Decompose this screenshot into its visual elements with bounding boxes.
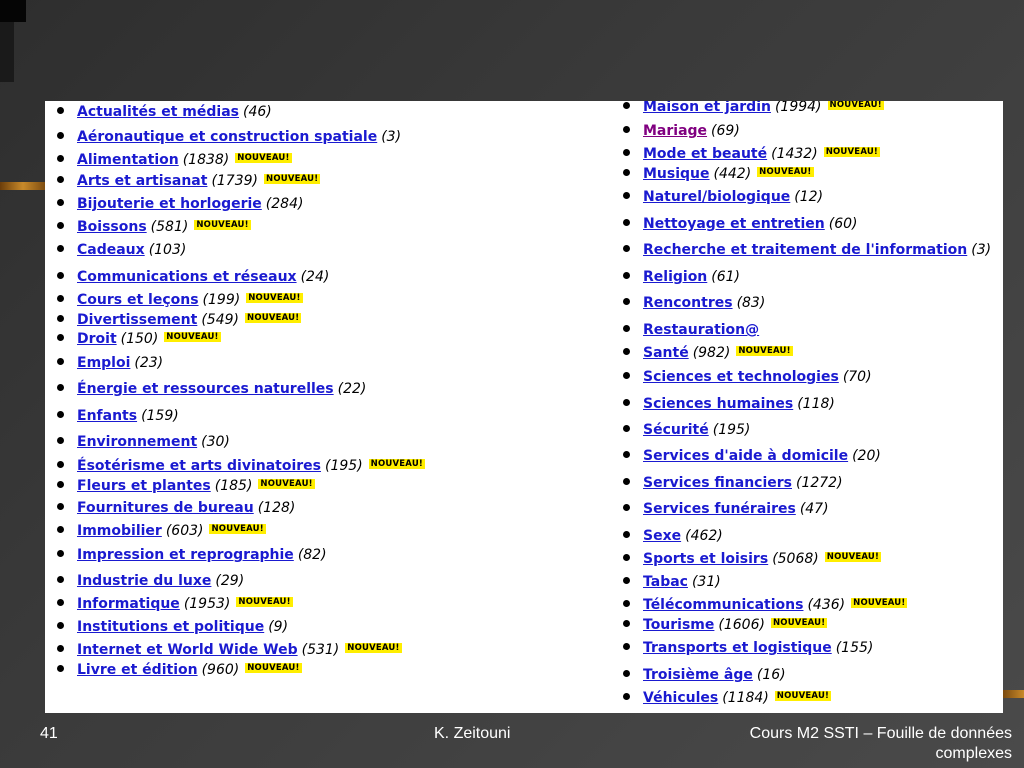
category-count: (29) [215, 573, 245, 589]
category-link[interactable]: Emploi [77, 355, 131, 371]
category-count: (128) [257, 500, 296, 516]
category-link[interactable]: Arts et artisanat [77, 173, 208, 189]
category-link[interactable]: Services financiers [643, 475, 792, 491]
new-badge: NOUVEAU! [260, 479, 313, 489]
bullet-icon [623, 451, 630, 458]
course-title-line2: complexes [935, 745, 1012, 762]
bullet-icon [57, 132, 64, 139]
category-item [623, 473, 843, 493]
category-link[interactable]: Informatique [77, 596, 180, 612]
category-count: (31) [691, 574, 721, 590]
category-count: (46) [242, 104, 272, 120]
category-link[interactable]: Droit [77, 331, 117, 347]
category-item [57, 102, 272, 122]
bullet-icon [57, 155, 64, 162]
category-item [57, 521, 266, 541]
category-link[interactable]: Nettoyage et entretien [643, 216, 825, 232]
category-count: (549) [201, 312, 239, 328]
category-count: (462) [685, 528, 723, 544]
category-link[interactable]: Santé [643, 345, 689, 361]
category-count: (118) [797, 396, 835, 412]
category-item [623, 595, 907, 615]
category-count: (195) [325, 458, 363, 474]
category-count: (442) [713, 166, 752, 182]
category-item [57, 406, 179, 426]
category-item [623, 320, 759, 340]
category-link[interactable]: Tabac [643, 574, 688, 590]
bullet-icon [57, 550, 64, 557]
bullet-icon [623, 478, 630, 485]
category-count: (1838) [182, 152, 230, 168]
slide-page-number: 41 [40, 725, 58, 742]
category-item [57, 127, 401, 147]
bullet-icon [57, 437, 64, 444]
category-count: (23) [134, 355, 164, 371]
category-link[interactable]: Mode et beauté [643, 146, 768, 162]
bullet-icon [57, 272, 64, 279]
category-item [57, 217, 251, 237]
category-count: (83) [736, 295, 766, 311]
bullet-icon [623, 272, 630, 279]
category-count: (9) [268, 619, 289, 635]
category-count: (69) [711, 123, 740, 139]
category-link[interactable]: Véhicules [643, 690, 719, 706]
category-link[interactable]: Tourisme [643, 617, 715, 633]
category-link[interactable]: Internet et World Wide Web [77, 642, 298, 658]
bullet-icon [57, 199, 64, 206]
category-item [623, 549, 881, 569]
category-item [57, 240, 186, 260]
category-item [57, 267, 329, 287]
category-count: (155) [835, 640, 874, 656]
bullet-icon [57, 107, 64, 114]
bullet-icon [623, 554, 630, 561]
course-title-line1: Cours M2 SSTI – Fouille de données [749, 725, 1012, 742]
category-link[interactable]: Naturel/biologique [643, 189, 791, 205]
slide-corner-decoration-lower [0, 22, 14, 82]
category-link[interactable]: Rencontres [643, 295, 733, 311]
category-count: (103) [148, 242, 187, 258]
category-link[interactable]: Livre et édition [77, 662, 198, 678]
category-item [623, 499, 829, 519]
new-badge: NOUVEAU! [266, 174, 319, 184]
new-badge: NOUVEAU! [248, 293, 301, 303]
category-link[interactable]: Sciences humaines [643, 396, 794, 412]
bullet-icon [623, 600, 630, 607]
bullet-icon [57, 645, 64, 652]
category-count: (3) [971, 242, 992, 258]
category-link[interactable]: Restauration@ [643, 322, 760, 338]
category-link[interactable]: Institutions et politique [77, 619, 265, 635]
category-link[interactable]: Actualités et médias [77, 104, 239, 120]
bullet-icon [623, 504, 630, 511]
new-badge: NOUVEAU! [826, 552, 880, 562]
category-item [623, 164, 814, 184]
category-count: (581) [150, 219, 189, 235]
category-count: (70) [842, 369, 872, 385]
category-count: (1606) [718, 617, 765, 633]
bullet-icon [623, 192, 630, 199]
category-link[interactable]: Sécurité [643, 422, 709, 438]
category-count: (150) [120, 331, 159, 347]
category-count: (20) [852, 448, 881, 464]
category-item [623, 665, 786, 685]
bullet-icon [623, 693, 630, 700]
category-link[interactable]: Ésotérisme et arts divinatoires [77, 458, 322, 474]
category-count: (159) [141, 408, 179, 424]
category-count: (1432) [771, 146, 818, 162]
category-item [57, 640, 402, 660]
category-item [57, 150, 292, 170]
bullet-icon [623, 348, 630, 355]
bullet-icon [57, 665, 64, 672]
new-badge: NOUVEAU! [238, 597, 291, 607]
category-item [623, 615, 827, 635]
category-count: (1272) [796, 475, 843, 491]
category-link[interactable]: Immobilier [77, 523, 162, 539]
category-count: (61) [711, 269, 741, 285]
category-item [623, 144, 880, 164]
bullet-icon [623, 620, 630, 627]
category-link[interactable]: Sexe [643, 528, 682, 544]
new-badge: NOUVEAU! [247, 663, 300, 673]
category-link[interactable]: Industrie du luxe [77, 573, 212, 589]
bullet-icon [57, 411, 64, 418]
category-item [623, 367, 872, 387]
category-item [623, 688, 831, 708]
category-item [57, 171, 320, 191]
bullet-icon [623, 577, 630, 584]
category-link[interactable]: Impression et reprographie [77, 547, 294, 563]
category-count: (195) [712, 422, 751, 438]
new-badge: NOUVEAU! [211, 524, 264, 534]
category-count: (436) [807, 597, 846, 613]
category-item [57, 476, 315, 496]
bullet-icon [623, 298, 630, 305]
category-link[interactable]: Fournitures de bureau [77, 500, 254, 516]
bullet-icon [623, 325, 630, 332]
bullet-icon [623, 219, 630, 226]
category-count: (185) [214, 478, 253, 494]
category-item [623, 187, 823, 207]
bullet-icon [57, 481, 64, 488]
category-count: (1994) [774, 101, 822, 115]
category-count: (1953) [183, 596, 231, 612]
category-item [57, 310, 301, 330]
category-count: (960) [201, 662, 240, 678]
gold-accent-bar-left [0, 182, 46, 190]
bullet-icon [57, 384, 64, 391]
category-item [623, 214, 858, 234]
category-count: (60) [828, 216, 858, 232]
bullet-icon [57, 334, 64, 341]
new-badge: NOUVEAU! [772, 618, 826, 628]
category-link[interactable]: Services funéraires [643, 501, 796, 517]
category-item [57, 545, 327, 565]
category-item [623, 394, 835, 414]
category-link[interactable]: Communications et réseaux [77, 269, 297, 285]
category-item [57, 432, 230, 452]
category-link[interactable]: Enfants [77, 408, 138, 424]
category-item [57, 290, 303, 310]
bullet-icon [623, 531, 630, 538]
category-link[interactable]: Cadeaux [77, 242, 145, 258]
category-link[interactable]: Religion [643, 269, 708, 285]
category-item [57, 498, 295, 518]
slide-author: K. Zeitouni [434, 725, 511, 742]
category-item [57, 660, 302, 680]
category-item [623, 240, 991, 260]
bullet-icon [57, 222, 64, 229]
bullet-icon [57, 622, 64, 629]
category-link[interactable]: Divertissement [77, 312, 198, 328]
category-count: (982) [692, 345, 731, 361]
bullet-icon [623, 425, 630, 432]
new-badge: NOUVEAU! [347, 643, 400, 653]
category-count: (22) [337, 381, 367, 397]
category-count: (284) [265, 196, 304, 212]
bullet-icon [57, 358, 64, 365]
category-link[interactable]: Énergie et ressources naturelles [77, 381, 334, 397]
category-item [57, 617, 288, 637]
new-badge: NOUVEAU! [759, 167, 812, 177]
category-item [623, 267, 740, 287]
category-count: (12) [794, 189, 824, 205]
category-count: (3) [381, 129, 402, 145]
bullet-icon [623, 372, 630, 379]
category-item [623, 638, 873, 658]
category-link[interactable]: Sciences et technologies [643, 369, 839, 385]
category-count: (603) [165, 523, 204, 539]
category-count: (47) [799, 501, 829, 517]
bullet-icon [623, 102, 630, 109]
new-badge: NOUVEAU! [825, 147, 879, 157]
category-link[interactable]: Musique [643, 166, 710, 182]
category-link[interactable]: Cours et leçons [77, 292, 199, 308]
bullet-icon [623, 670, 630, 677]
category-link[interactable]: Alimentation [77, 152, 179, 168]
category-link[interactable]: Bijouterie et horlogerie [77, 196, 262, 212]
new-badge: NOUVEAU! [829, 101, 882, 110]
category-item [623, 101, 884, 117]
category-item [57, 594, 293, 614]
category-item [623, 526, 723, 546]
category-item [57, 194, 303, 214]
gold-accent-bar-right [1003, 690, 1024, 698]
bullet-icon [57, 461, 64, 468]
new-badge: NOUVEAU! [370, 459, 423, 469]
bullet-icon [57, 245, 64, 252]
category-link[interactable]: Transports et logistique [643, 640, 832, 656]
bullet-icon [57, 503, 64, 510]
category-count: (30) [201, 434, 230, 450]
category-item [623, 293, 765, 313]
bullet-icon [57, 295, 64, 302]
category-directory-panel [45, 101, 1003, 713]
bullet-icon [623, 399, 630, 406]
category-link[interactable]: Environnement [77, 434, 198, 450]
bullet-icon [57, 526, 64, 533]
new-badge: NOUVEAU! [776, 691, 830, 701]
category-item [57, 353, 163, 373]
category-link[interactable]: Aéronautique et construction spatiale [77, 129, 378, 145]
category-count: (531) [301, 642, 340, 658]
new-badge: NOUVEAU! [247, 313, 300, 323]
new-badge: NOUVEAU! [166, 332, 219, 342]
category-count: (16) [756, 667, 786, 683]
bullet-icon [57, 599, 64, 606]
category-link[interactable]: Boissons [77, 219, 147, 235]
category-item [623, 343, 793, 363]
category-count: (24) [300, 269, 330, 285]
category-item [623, 121, 740, 141]
category-item [623, 420, 750, 440]
category-item [57, 571, 244, 591]
slide-corner-decoration [0, 0, 26, 22]
new-badge: NOUVEAU! [237, 153, 290, 163]
new-badge: NOUVEAU! [196, 220, 249, 230]
category-item [623, 446, 881, 466]
bullet-icon [57, 576, 64, 583]
bullet-icon [623, 169, 630, 176]
category-link[interactable]: Mariage [643, 123, 708, 139]
category-count: (1739) [211, 173, 258, 189]
category-link[interactable]: Troisième âge [643, 667, 753, 683]
bullet-icon [57, 176, 64, 183]
new-badge: NOUVEAU! [738, 346, 791, 356]
category-count: (5068) [772, 551, 819, 567]
slide-course-title [750, 724, 1012, 764]
category-item [623, 572, 721, 592]
category-link[interactable]: Télécommunications [643, 597, 804, 613]
bullet-icon [57, 315, 64, 322]
category-item [57, 456, 425, 476]
category-link[interactable]: Maison et jardin [643, 101, 771, 115]
bullet-icon [623, 245, 630, 252]
category-link[interactable]: Fleurs et plantes [77, 478, 211, 494]
category-count: (1184) [722, 690, 769, 706]
bullet-icon [623, 643, 630, 650]
category-item [57, 379, 366, 399]
category-count: (82) [297, 547, 327, 563]
category-link[interactable]: Services d'aide à domicile [643, 448, 849, 464]
category-link[interactable]: Sports et loisirs [643, 551, 769, 567]
category-link[interactable]: Recherche et traitement de l'information [643, 242, 968, 258]
bullet-icon [623, 149, 630, 156]
category-item [57, 329, 221, 349]
category-count: (199) [202, 292, 241, 308]
bullet-icon [623, 126, 630, 133]
new-badge: NOUVEAU! [853, 598, 906, 608]
